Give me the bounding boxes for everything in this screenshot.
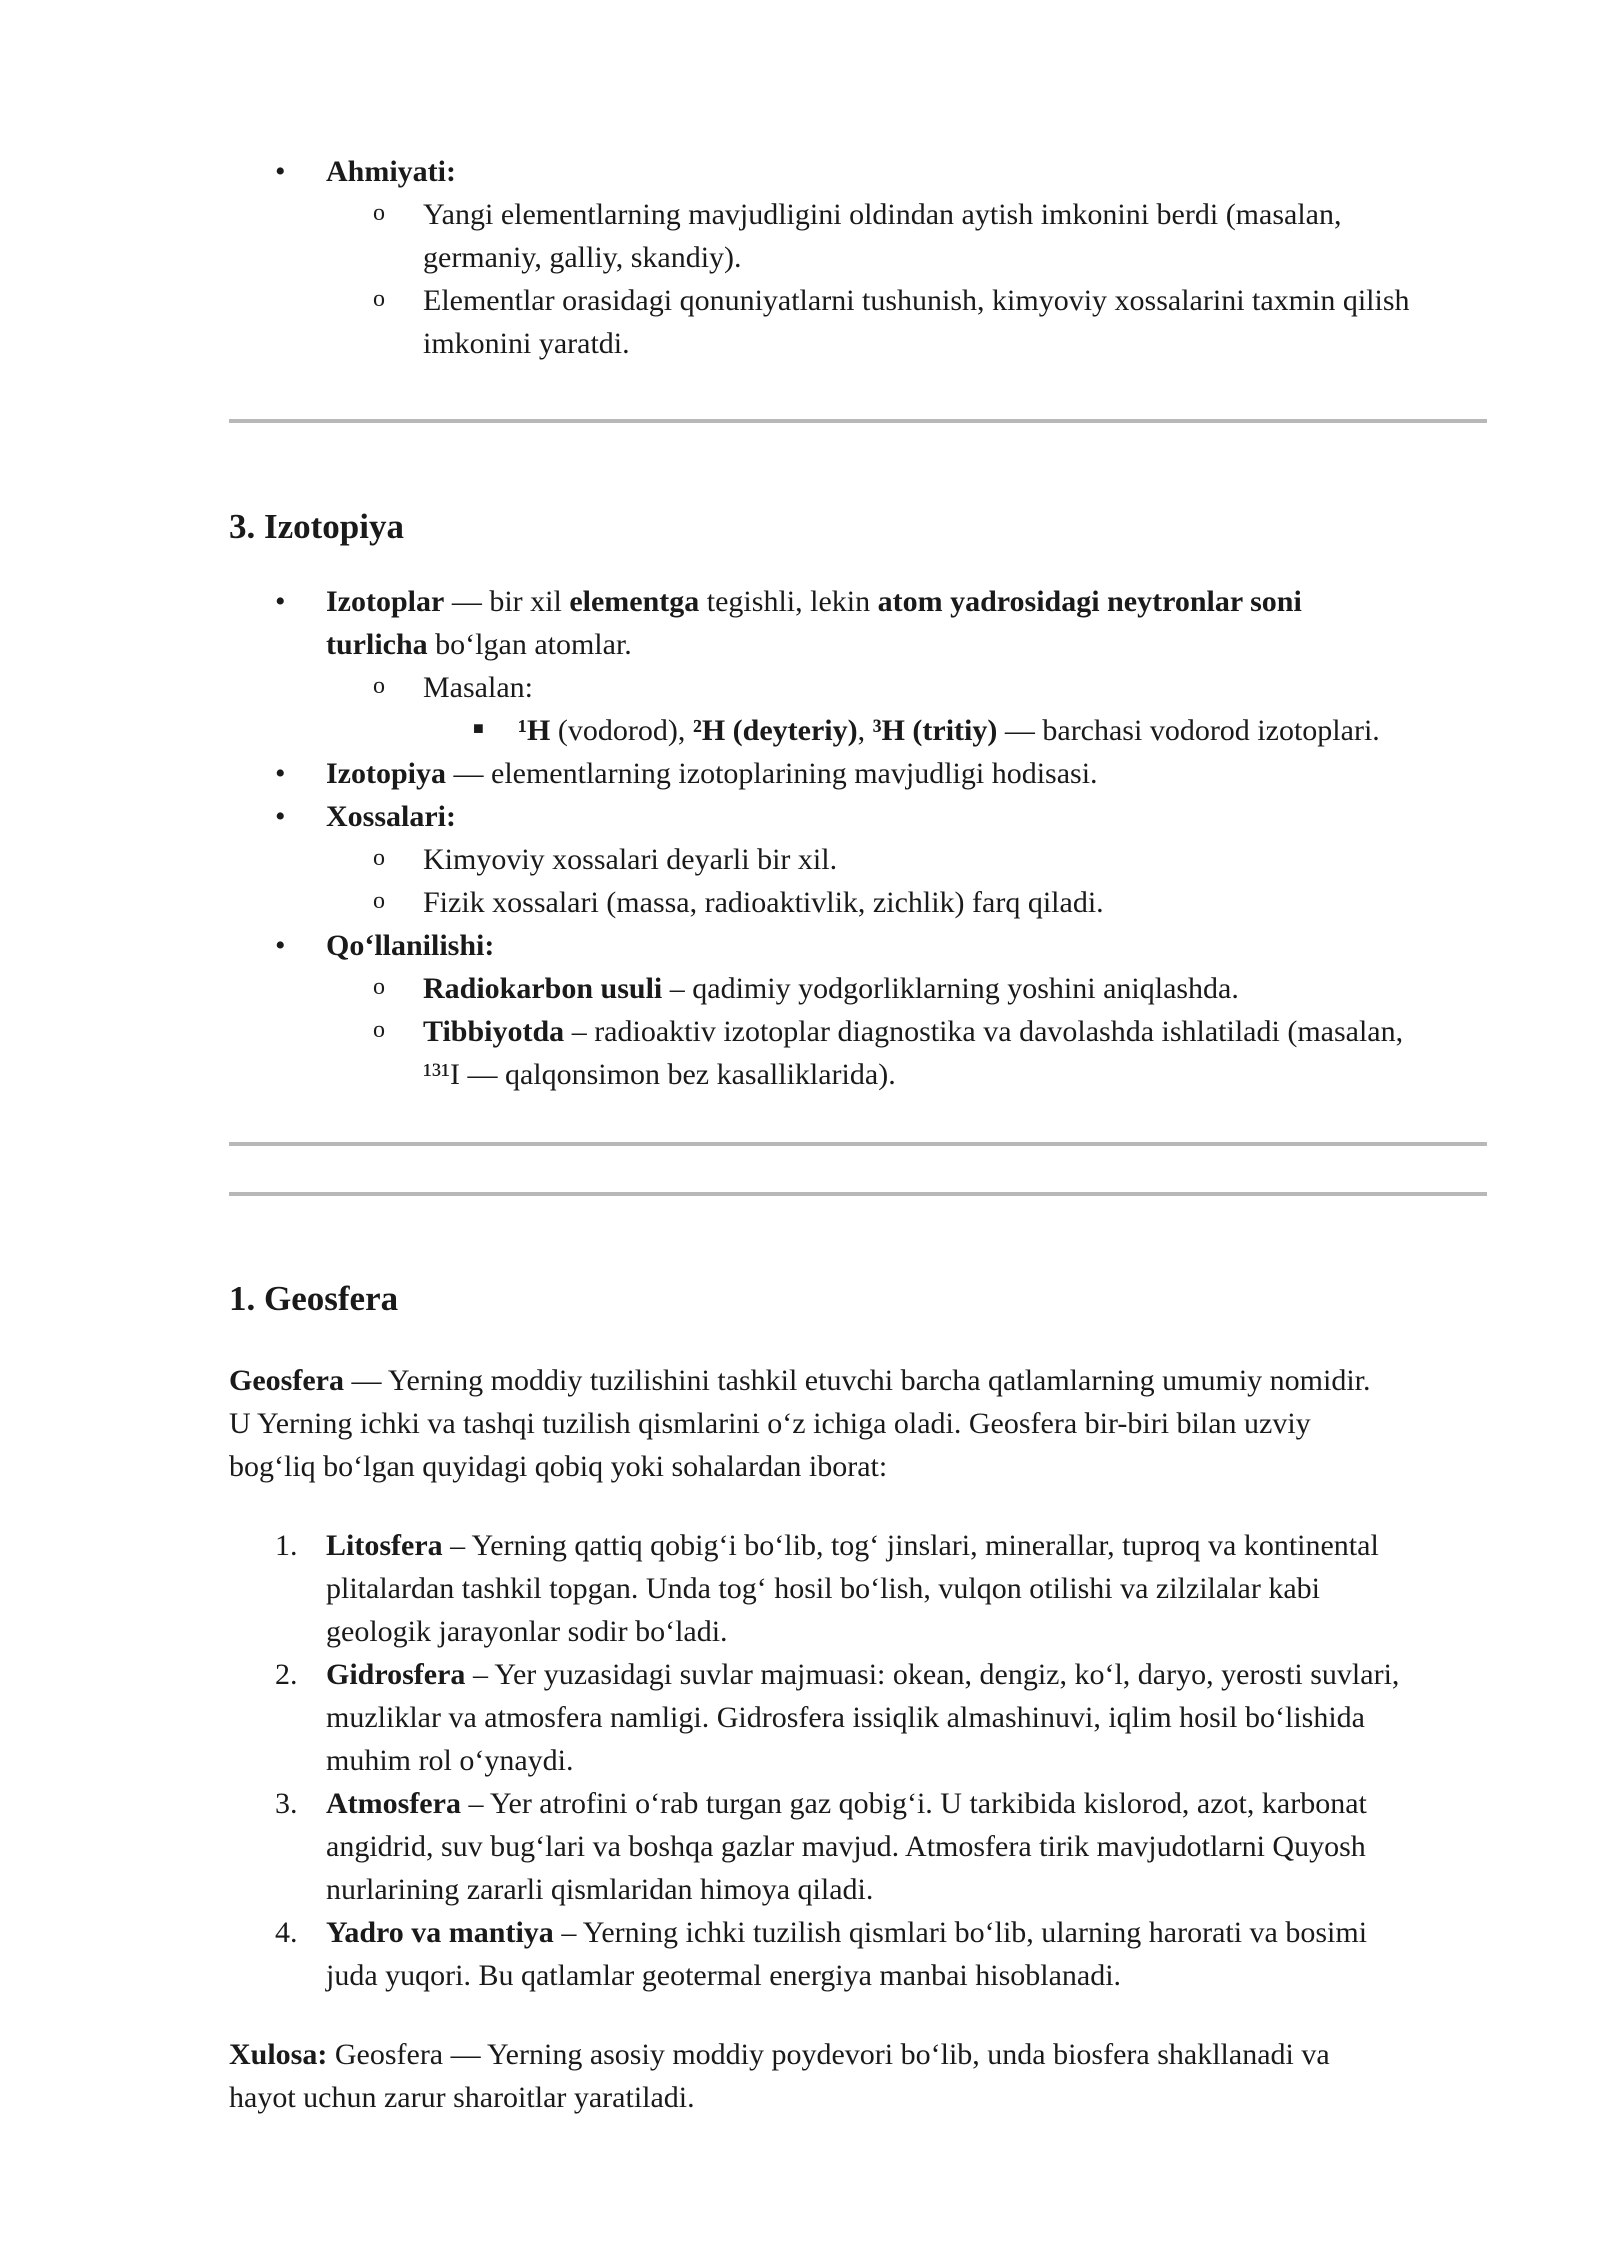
list-item-atmosfera bbox=[229, 1782, 1487, 1911]
text-line bbox=[326, 623, 1487, 666]
text-line bbox=[326, 580, 1487, 623]
circle-bullet-marker: o bbox=[373, 286, 385, 312]
text-span: — Yerning moddiy tuzilishini tashkil etuvchi barcha qatlamlarning umumiy nomidir. bbox=[343, 1364, 1371, 1397]
text-span: – radioaktiv izotoplar diagnostika va davolashda ishlatiladi (masalan, bbox=[564, 1015, 1404, 1048]
text-line: angidrid, suv bug‘lari va boshqa gazlar mavjud. Atmosfera tirik mavjudotlarni Quyosh bbox=[326, 1830, 1366, 1863]
list-item-yadro-mantiya bbox=[229, 1911, 1487, 1997]
list-number: 2. bbox=[275, 1658, 298, 1691]
geosfera-numbered-list bbox=[229, 1524, 1487, 1997]
term-radiokarbon: Radiokarbon usuli bbox=[423, 972, 663, 1005]
text-line: imkonini yaratdi. bbox=[423, 327, 630, 360]
text-span: — barchasi vodorod izotoplari. bbox=[997, 714, 1380, 747]
text-span: – Yerning ichki tuzilish qismlari bo‘lib, ularning harorati va bosimi bbox=[553, 1916, 1368, 1949]
term-gidrosfera: Gidrosfera bbox=[326, 1658, 466, 1691]
text-line: germaniy, galliy, skandiy). bbox=[423, 241, 742, 274]
section-title-geosfera: 1. Geosfera bbox=[229, 1279, 399, 1318]
list-number: 1. bbox=[275, 1529, 298, 1562]
bullet-qollanilishi bbox=[229, 924, 1487, 967]
xulosa-label: Xulosa: bbox=[229, 2038, 328, 2071]
text-span: tegishli, lekin bbox=[699, 585, 878, 618]
term-neytronlar: atom yadrosidagi neytronlar soni bbox=[877, 585, 1302, 618]
text-line: juda yuqori. Bu qatlamlar geotermal energiya manbai hisoblanadi. bbox=[326, 1959, 1122, 1992]
section-title-izotopiya: 3. Izotopiya bbox=[229, 507, 404, 546]
bullet-ahmiyati bbox=[229, 150, 1487, 193]
isotope-tritium: ³H (tritiy) bbox=[872, 714, 998, 747]
term-elementga: elementga bbox=[569, 585, 700, 618]
text-line: muzliklar va atmosfera namligi. Gidrosfera issiqlik almashinuvi, iqlim hosil bo‘lishida bbox=[326, 1701, 1365, 1734]
term-izotoplar: Izotoplar bbox=[326, 585, 445, 618]
bullet-marker: • bbox=[275, 929, 286, 962]
horizontal-rule bbox=[229, 1142, 1487, 1146]
text-line: U Yerning ichki va tashqi tuzilish qismlarini o‘z ichiga oladi. Geosfera bir-biri bilan uzviy bbox=[229, 1407, 1311, 1440]
text-line bbox=[326, 1782, 1487, 1825]
text-span: – Yerning qattiq qobig‘i bo‘lib, tog‘ jinslari, minerallar, tuproq va kontinental bbox=[442, 1529, 1379, 1562]
text-line: muhim rol o‘ynaydi. bbox=[326, 1744, 574, 1777]
text-line: Elementlar orasidagi qonuniyatlarni tushunish, kimyoviy xossalarini taxmin qilish bbox=[423, 284, 1410, 317]
circle-bullet-marker: o bbox=[373, 673, 385, 699]
horizontal-rule bbox=[229, 419, 1487, 423]
text-span: Fizik xossalari (massa, radioaktivlik, zichlik) farq qiladi. bbox=[423, 886, 1104, 919]
list-number: 3. bbox=[275, 1787, 298, 1820]
text-span: — elementlarning izotoplarining mavjudligi hodisasi. bbox=[446, 757, 1098, 790]
list-item-gidrosfera bbox=[229, 1653, 1487, 1782]
ahmiyati-item-1 bbox=[229, 193, 1487, 279]
bullet-izotopiya bbox=[229, 752, 1487, 795]
xossalari-label: Xossalari: bbox=[326, 800, 456, 833]
circle-bullet-marker: o bbox=[373, 974, 385, 1000]
circle-bullet-marker: o bbox=[373, 888, 385, 914]
bullet-marker: • bbox=[275, 757, 286, 790]
text-line: hayot uchun zarur sharoitlar yaratiladi. bbox=[229, 2081, 695, 2114]
circle-bullet-marker: o bbox=[373, 1017, 385, 1043]
text-line: plitalardan tashkil topgan. Unda tog‘ hosil bo‘lish, vulqon otilishi va zilzilalar kabi bbox=[326, 1572, 1320, 1605]
text-line: bog‘liq bo‘lgan quyidagi qobiq yoki sohalardan iborat: bbox=[229, 1450, 888, 1483]
term-tibbiyotda: Tibbiyotda bbox=[423, 1015, 565, 1048]
bullet-izotoplar bbox=[229, 580, 1487, 666]
isotope-deuterium: ²H (deyteriy) bbox=[692, 714, 858, 747]
ahmiyati-item-2 bbox=[229, 279, 1487, 365]
horizontal-rule bbox=[229, 1192, 1487, 1196]
text-span: – Yer yuzasidagi suvlar majmuasi: okean, dengiz, ko‘l, daryo, yerosti suvlari, bbox=[465, 1658, 1400, 1691]
bullet-marker: • bbox=[275, 155, 286, 188]
text-line bbox=[326, 1911, 1487, 1954]
text-span: (vodorod), bbox=[550, 714, 693, 747]
text-line: geologik jarayonlar sodir bo‘ladi. bbox=[326, 1615, 728, 1648]
text-line: nurlarining zararli qismlaridan himoya qiladi. bbox=[326, 1873, 874, 1906]
xulosa-paragraph bbox=[229, 2033, 1487, 2119]
text-line bbox=[229, 2033, 1487, 2076]
qollanilishi-item-1 bbox=[229, 967, 1487, 1010]
term-turlicha: turlicha bbox=[326, 628, 428, 661]
term-izotopiya: Izotopiya bbox=[326, 757, 446, 790]
bullet-marker: • bbox=[275, 585, 286, 618]
text-line bbox=[326, 1524, 1487, 1567]
ahmiyati-label: Ahmiyati: bbox=[326, 155, 456, 188]
text-line bbox=[326, 1653, 1487, 1696]
text-span: bo‘lgan atomlar. bbox=[427, 628, 632, 661]
term-geosfera: Geosfera bbox=[229, 1364, 344, 1397]
qollanilishi-item-2 bbox=[229, 1010, 1487, 1096]
square-bullet-marker: ■ bbox=[473, 718, 484, 738]
masalan-item bbox=[229, 666, 1487, 709]
text-span: – Yer atrofini o‘rab turgan gaz qobig‘i. U tarkibida kislorod, azot, karbonat bbox=[460, 1787, 1367, 1820]
text-span: Kimyoviy xossalari deyarli bir xil. bbox=[423, 843, 838, 876]
text-line bbox=[229, 1359, 1487, 1402]
bullet-marker: • bbox=[275, 800, 286, 833]
text-line: Yangi elementlarning mavjudligini oldindan aytish imkonini berdi (masalan, bbox=[423, 198, 1342, 231]
bullet-xossalari bbox=[229, 795, 1487, 838]
list-number: 4. bbox=[275, 1916, 298, 1949]
text-span: , bbox=[857, 714, 873, 747]
circle-bullet-marker: o bbox=[373, 200, 385, 226]
term-atmosfera: Atmosfera bbox=[326, 1787, 461, 1820]
term-litosfera: Litosfera bbox=[326, 1529, 443, 1562]
term-yadro-mantiya: Yadro va mantiya bbox=[326, 1916, 554, 1949]
circle-bullet-marker: o bbox=[373, 845, 385, 871]
hydrogen-isotopes-item bbox=[229, 709, 1487, 752]
xossalari-item-2 bbox=[229, 881, 1487, 924]
document-content bbox=[229, 150, 1487, 2119]
masalan-label: Masalan: bbox=[423, 671, 533, 704]
text-span: – qadimiy yodgorliklarning yoshini aniqlashda. bbox=[662, 972, 1239, 1005]
list-item-litosfera bbox=[229, 1524, 1487, 1653]
text-span: — bir xil bbox=[444, 585, 570, 618]
xossalari-item-1 bbox=[229, 838, 1487, 881]
text-line: ¹³¹I — qalqonsimon bez kasalliklarida). bbox=[423, 1058, 896, 1091]
text-span: Geosfera — Yerning asosiy moddiy poydevori bo‘lib, unda biosfera shakllanadi va bbox=[327, 2038, 1330, 2071]
isotope-protium: ¹H bbox=[518, 714, 551, 747]
qollanilishi-label: Qo‘llanilishi: bbox=[326, 929, 495, 962]
geosfera-intro bbox=[229, 1359, 1487, 1488]
text-line bbox=[423, 1010, 1487, 1053]
